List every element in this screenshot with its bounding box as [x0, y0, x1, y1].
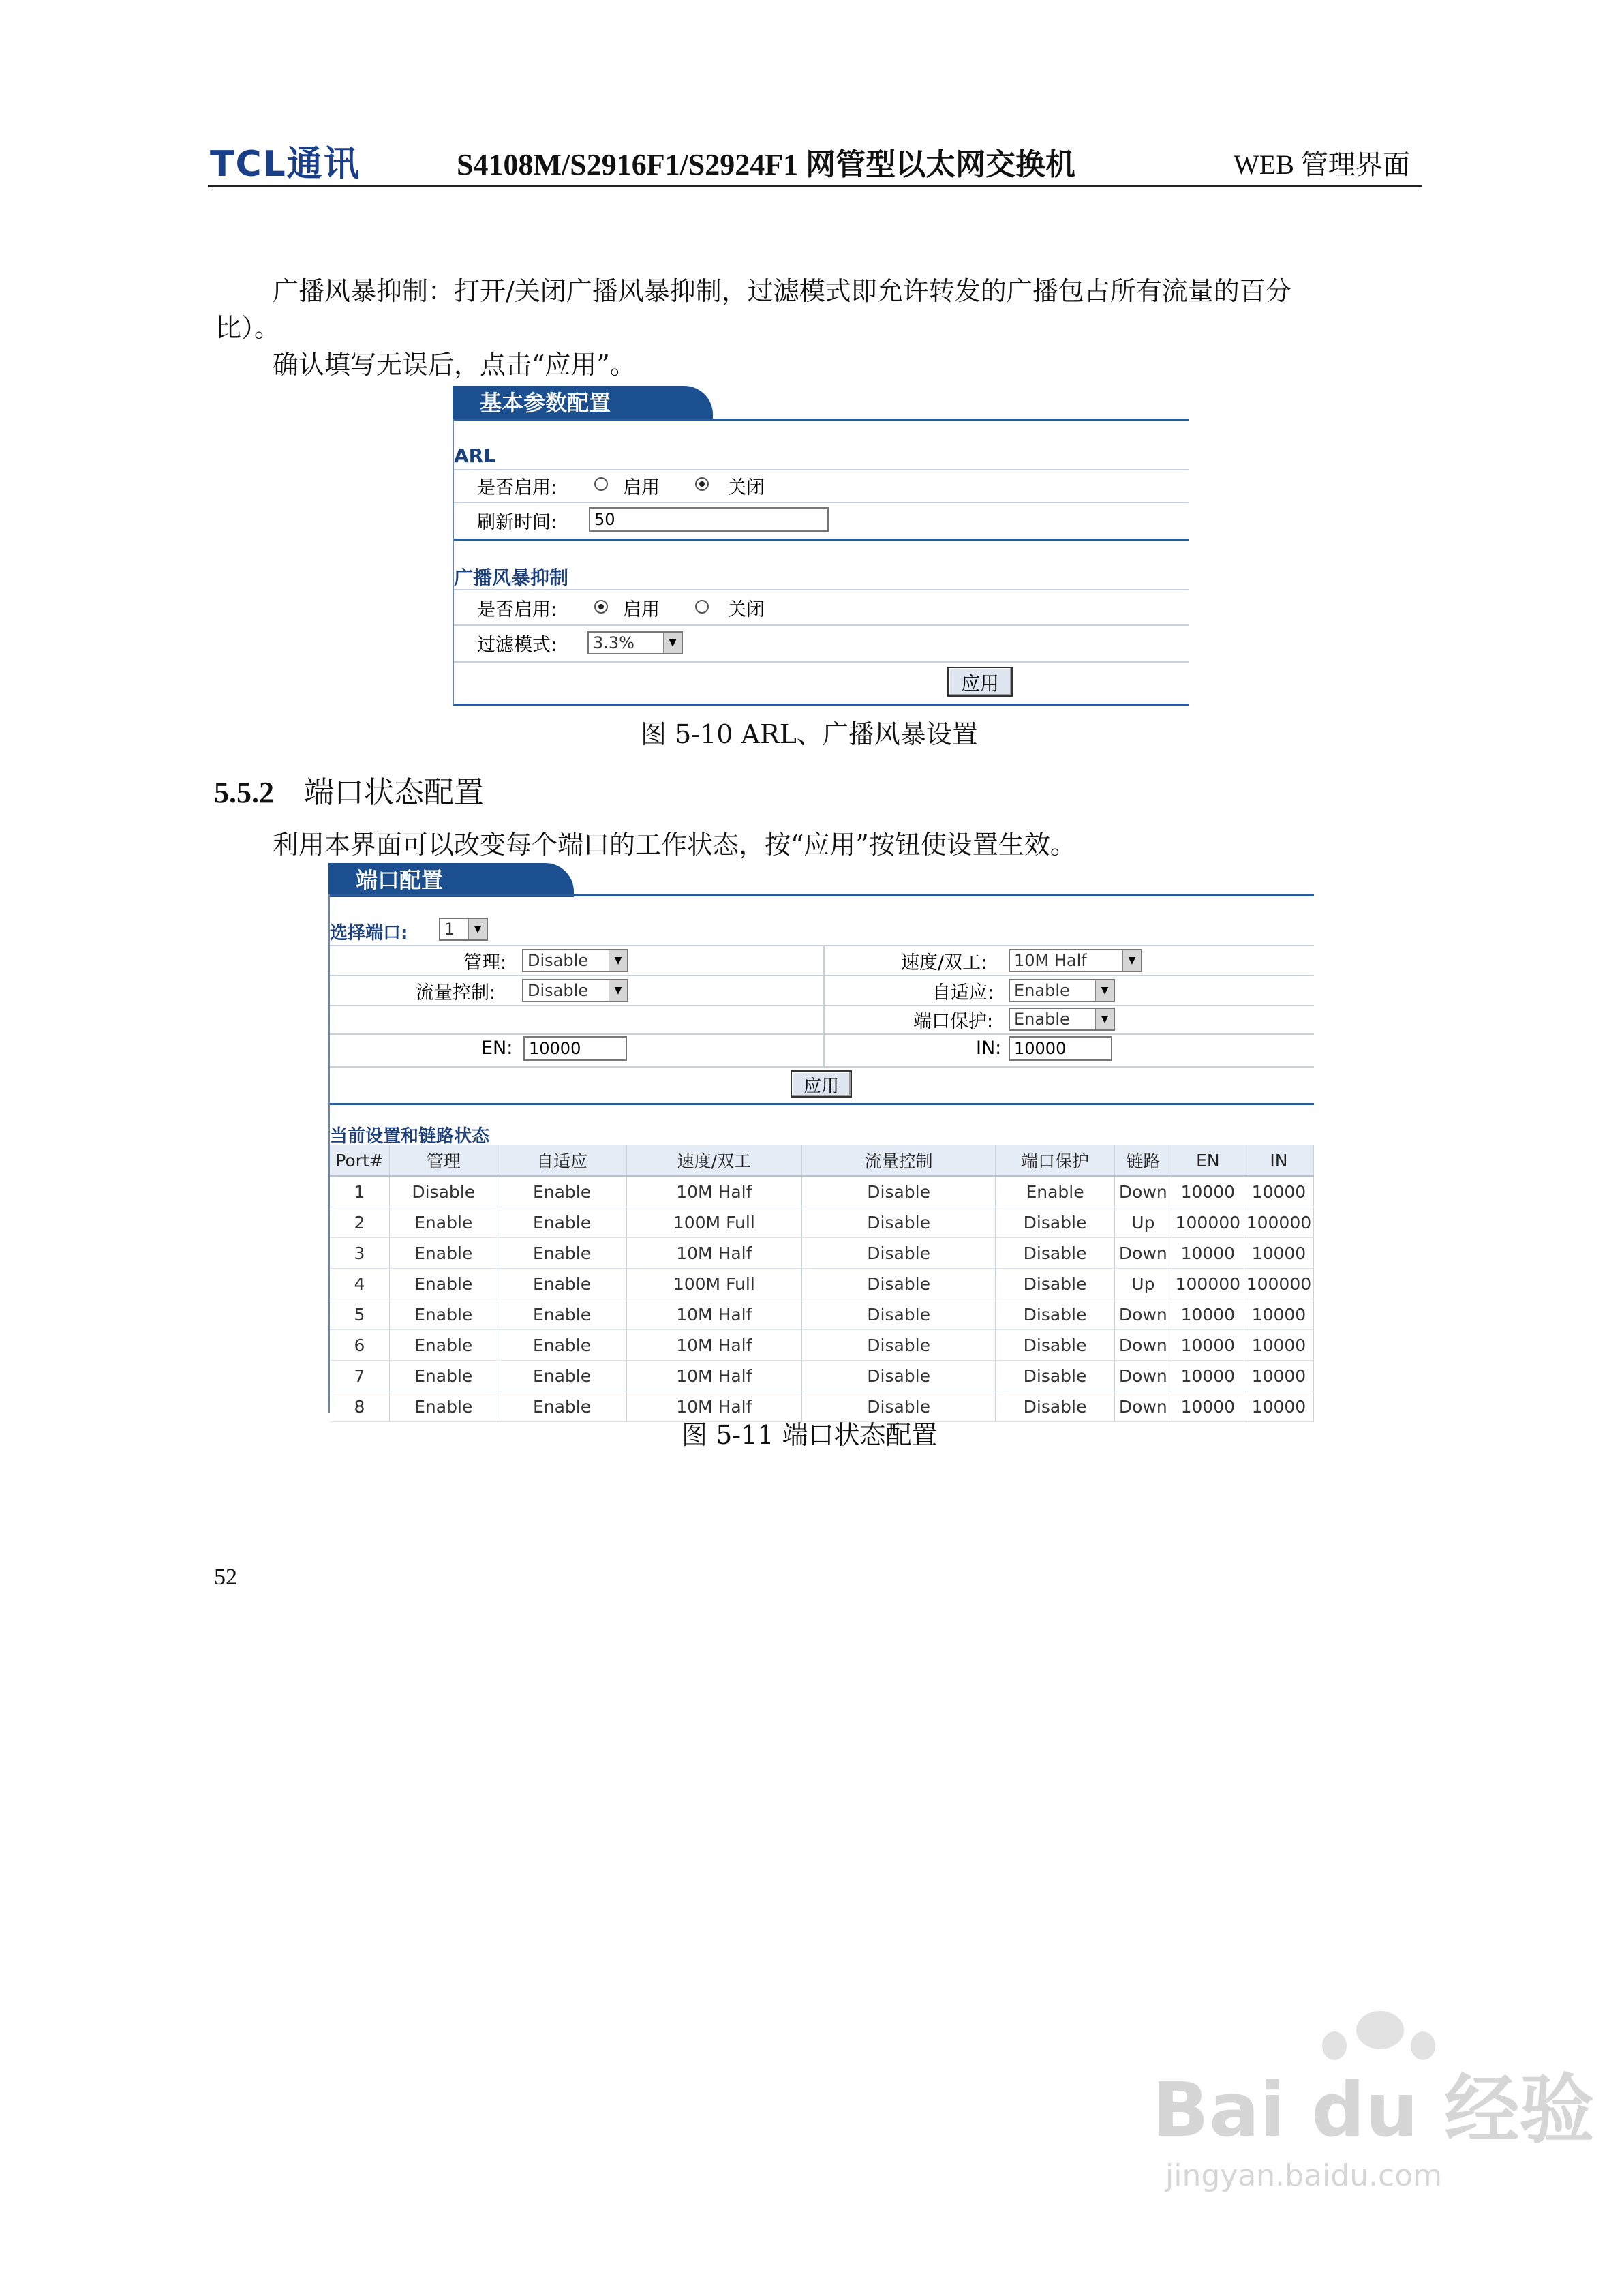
filter-mode-label: 过滤模式: — [477, 635, 557, 656]
column-header: 管理 — [389, 1145, 498, 1176]
auto-negotiation-select[interactable] — [1009, 979, 1115, 1002]
filter-mode-value: 3.3% — [593, 633, 634, 652]
table-cell: Down — [1114, 1299, 1172, 1330]
in-label: IN: — [976, 1038, 1002, 1059]
table-cell: 100M Full — [626, 1207, 802, 1238]
status-table-body — [330, 1176, 1314, 1422]
table-cell: Down — [1114, 1238, 1172, 1269]
broadcast-disable-option-label: 关闭 — [728, 599, 765, 620]
table-cell: Disable — [996, 1299, 1115, 1330]
table-cell: 3 — [330, 1238, 389, 1269]
basic-config-apply-button[interactable]: 应用 — [947, 667, 1013, 697]
broadcast-enable-option-label: 启用 — [623, 599, 660, 620]
auto-negotiation-value: Enable — [1014, 981, 1070, 1000]
table-cell: Down — [1114, 1176, 1172, 1207]
table-cell: 10000 — [1172, 1361, 1244, 1391]
table-cell: Enable — [498, 1299, 626, 1330]
row-divider — [453, 469, 1189, 470]
section-divider — [328, 1103, 1314, 1105]
en-input[interactable] — [523, 1036, 627, 1061]
column-header: IN — [1244, 1145, 1313, 1176]
table-row — [330, 1299, 1314, 1330]
broadcast-enable-label: 是否启用: — [477, 599, 557, 620]
row-divider — [453, 624, 1189, 626]
panel-left-border — [453, 419, 454, 705]
broadcast-disable-radio[interactable] — [695, 600, 709, 614]
table-cell: 10000 — [1244, 1299, 1313, 1330]
table-cell: Disable — [802, 1361, 996, 1391]
section-heading — [214, 768, 484, 811]
en-label: EN: — [481, 1038, 513, 1059]
table-cell: Enable — [389, 1238, 498, 1269]
header-rule — [208, 185, 1422, 187]
column-header: 链路 — [1114, 1145, 1172, 1176]
filter-mode-select[interactable] — [587, 631, 683, 654]
baidu-watermark — [1152, 2066, 1595, 2193]
port-config-apply-button[interactable]: 应用 — [791, 1070, 852, 1098]
table-row — [330, 1207, 1314, 1238]
port-protect-label: 端口保护: — [913, 1011, 994, 1032]
chevron-down-icon: ▼ — [1095, 1009, 1114, 1029]
table-cell: 10000 — [1172, 1176, 1244, 1207]
table-cell: 10000 — [1172, 1299, 1244, 1330]
table-cell: Disable — [802, 1176, 996, 1207]
paw-icon — [1356, 2011, 1404, 2049]
paragraph-broadcast-line1: 广播风暴抑制：打开/关闭广播风暴抑制，过滤模式即允许转发的广播包占所有流量的百分 — [273, 276, 1291, 306]
table-cell: Up — [1114, 1207, 1172, 1238]
table-cell: Enable — [498, 1361, 626, 1391]
port-protect-value: Enable — [1014, 1010, 1070, 1029]
table-cell: 10M Half — [626, 1299, 802, 1330]
table-cell: Enable — [389, 1391, 498, 1422]
table-cell: Disable — [802, 1207, 996, 1238]
table-cell: Enable — [498, 1238, 626, 1269]
select-port-value: 1 — [444, 920, 455, 939]
row-divider — [328, 1033, 1314, 1035]
select-port-label: 选择端口: — [330, 923, 408, 943]
admin-select[interactable] — [522, 949, 628, 972]
section-number: 5.5.2 — [214, 776, 274, 809]
table-cell: 100000 — [1172, 1207, 1244, 1238]
broadcast-enable-radio[interactable] — [594, 600, 608, 614]
table-cell: Disable — [802, 1299, 996, 1330]
table-cell: Disable — [802, 1269, 996, 1299]
table-cell: Enable — [996, 1176, 1115, 1207]
row-divider — [453, 661, 1189, 663]
chevron-down-icon: ▼ — [609, 980, 627, 1001]
table-cell: 8 — [330, 1391, 389, 1422]
table-cell: 7 — [330, 1361, 389, 1391]
table-cell: Enable — [498, 1207, 626, 1238]
document-title: S4108M/S2916F1/S2924F1 网管型以太网交换机 — [457, 148, 1076, 181]
arl-enable-label: 是否启用: — [477, 477, 557, 498]
paw-toe — [1411, 2031, 1435, 2060]
panel-top-line — [453, 419, 1189, 421]
admin-label: 管理: — [463, 952, 507, 973]
table-row — [330, 1269, 1314, 1299]
paragraph-confirm: 确认填写无误后，点击“应用”。 — [273, 350, 636, 380]
paragraph-port-intro: 利用本界面可以改变每个端口的工作状态，按“应用”按钮使设置生效。 — [273, 830, 1076, 860]
table-cell: Enable — [389, 1269, 498, 1299]
chevron-down-icon: ▼ — [1122, 950, 1141, 971]
table-cell: Enable — [498, 1391, 626, 1422]
speed-select[interactable] — [1009, 949, 1142, 972]
row-divider — [328, 945, 1314, 946]
table-cell: 6 — [330, 1330, 389, 1361]
column-header: 流量控制 — [802, 1145, 996, 1176]
arl-refresh-input[interactable] — [589, 507, 829, 532]
basic-config-tab: 基本参数配置 — [453, 386, 713, 420]
table-row — [330, 1361, 1314, 1391]
table-cell: Disable — [802, 1238, 996, 1269]
table-cell: Up — [1114, 1269, 1172, 1299]
table-cell: 2 — [330, 1207, 389, 1238]
table-cell: Enable — [498, 1330, 626, 1361]
paw-toe — [1322, 2031, 1347, 2060]
table-cell: Disable — [996, 1207, 1115, 1238]
column-header: 速度/双工 — [626, 1145, 802, 1176]
column-header: 自适应 — [498, 1145, 626, 1176]
table-cell: 10M Half — [626, 1330, 802, 1361]
flow-control-label: 流量控制: — [416, 982, 496, 1003]
status-table — [330, 1145, 1314, 1422]
table-cell: Down — [1114, 1330, 1172, 1361]
row-divider — [328, 975, 1314, 976]
row-divider — [328, 1005, 1314, 1006]
table-cell: 100000 — [1172, 1269, 1244, 1299]
figure-5-10-caption: 图 5-10 ARL、广播风暴设置 — [641, 719, 978, 749]
section-divider — [453, 539, 1189, 541]
table-cell: 10000 — [1172, 1391, 1244, 1422]
table-cell: Disable — [996, 1391, 1115, 1422]
chevron-down-icon: ▼ — [1095, 980, 1114, 1001]
table-cell: Down — [1114, 1361, 1172, 1391]
table-cell: Disable — [996, 1330, 1115, 1361]
panel-top-line — [328, 894, 1314, 896]
table-cell: 10000 — [1172, 1330, 1244, 1361]
table-cell: 10000 — [1244, 1361, 1313, 1391]
document-section: WEB 管理界面 — [1234, 149, 1410, 180]
column-header: EN — [1172, 1145, 1244, 1176]
table-cell: Enable — [389, 1361, 498, 1391]
status-table-header — [330, 1145, 1314, 1176]
status-title: 当前设置和链路状态 — [330, 1126, 490, 1147]
column-header: Port# — [330, 1145, 389, 1176]
arl-disable-radio[interactable] — [695, 477, 709, 491]
table-cell: Enable — [389, 1330, 498, 1361]
table-cell: Disable — [996, 1361, 1115, 1391]
figure-5-11-caption: 图 5-11 端口状态配置 — [682, 1420, 938, 1450]
tcl-logo: TCL通讯 — [210, 144, 361, 185]
table-cell: 100000 — [1244, 1269, 1313, 1299]
table-cell: Disable — [389, 1176, 498, 1207]
table-cell: 10M Half — [626, 1238, 802, 1269]
table-cell: Enable — [498, 1176, 626, 1207]
chevron-down-icon: ▼ — [609, 950, 627, 971]
table-cell: 10M Half — [626, 1391, 802, 1422]
broadcast-group-label: 广播风暴抑制 — [454, 567, 569, 589]
table-cell: 10000 — [1244, 1330, 1313, 1361]
panel-bottom-line — [453, 704, 1189, 706]
chevron-down-icon: ▼ — [468, 919, 487, 939]
paragraph-broadcast-line2: 比）。 — [215, 313, 281, 343]
row-divider — [453, 502, 1189, 503]
section-title: 端口状态配置 — [304, 775, 484, 810]
table-cell: 10000 — [1244, 1238, 1313, 1269]
table-cell: 4 — [330, 1269, 389, 1299]
flow-control-select[interactable] — [522, 979, 628, 1002]
table-cell: Disable — [802, 1391, 996, 1422]
table-cell: Enable — [498, 1269, 626, 1299]
watermark-url: jingyan.baidu.com — [1165, 2158, 1443, 2193]
table-cell: Disable — [802, 1330, 996, 1361]
admin-value: Disable — [527, 951, 589, 970]
flow-control-value: Disable — [527, 981, 589, 1000]
in-input[interactable] — [1009, 1036, 1112, 1061]
column-header: 端口保护 — [996, 1145, 1115, 1176]
select-port-dropdown[interactable] — [439, 918, 488, 941]
table-cell: 100M Full — [626, 1269, 802, 1299]
port-protect-select[interactable] — [1009, 1008, 1115, 1031]
table-cell: 10000 — [1244, 1391, 1313, 1422]
table-cell: Enable — [389, 1299, 498, 1330]
table-cell: Disable — [996, 1269, 1115, 1299]
speed-label: 速度/双工: — [901, 952, 988, 973]
table-cell: Enable — [389, 1207, 498, 1238]
auto-negotiation-label: 自适应: — [932, 982, 994, 1003]
table-cell: 10000 — [1244, 1176, 1313, 1207]
watermark-brand: Bai du 经验 — [1152, 2066, 1595, 2154]
arl-enable-radio[interactable] — [594, 477, 608, 491]
arl-group-label: ARL — [454, 444, 496, 467]
table-row — [330, 1330, 1314, 1361]
page-number: 52 — [214, 1565, 237, 1590]
table-cell: 1 — [330, 1176, 389, 1207]
row-divider — [328, 1066, 1314, 1068]
chevron-down-icon: ▼ — [663, 633, 682, 653]
table-cell: Disable — [996, 1238, 1115, 1269]
table-cell: 5 — [330, 1299, 389, 1330]
arl-enable-option-label: 启用 — [623, 477, 660, 498]
port-config-tab: 端口配置 — [328, 863, 574, 897]
table-row — [330, 1176, 1314, 1207]
arl-refresh-label: 刷新时间: — [477, 512, 557, 533]
table-cell: Down — [1114, 1391, 1172, 1422]
table-cell: 10M Half — [626, 1361, 802, 1391]
speed-value: 10M Half — [1014, 951, 1087, 970]
arl-disable-option-label: 关闭 — [728, 477, 765, 498]
table-cell: 10M Half — [626, 1176, 802, 1207]
row-divider — [453, 589, 1189, 590]
table-cell: 10000 — [1172, 1238, 1244, 1269]
table-row — [330, 1238, 1314, 1269]
table-cell: 100000 — [1244, 1207, 1313, 1238]
